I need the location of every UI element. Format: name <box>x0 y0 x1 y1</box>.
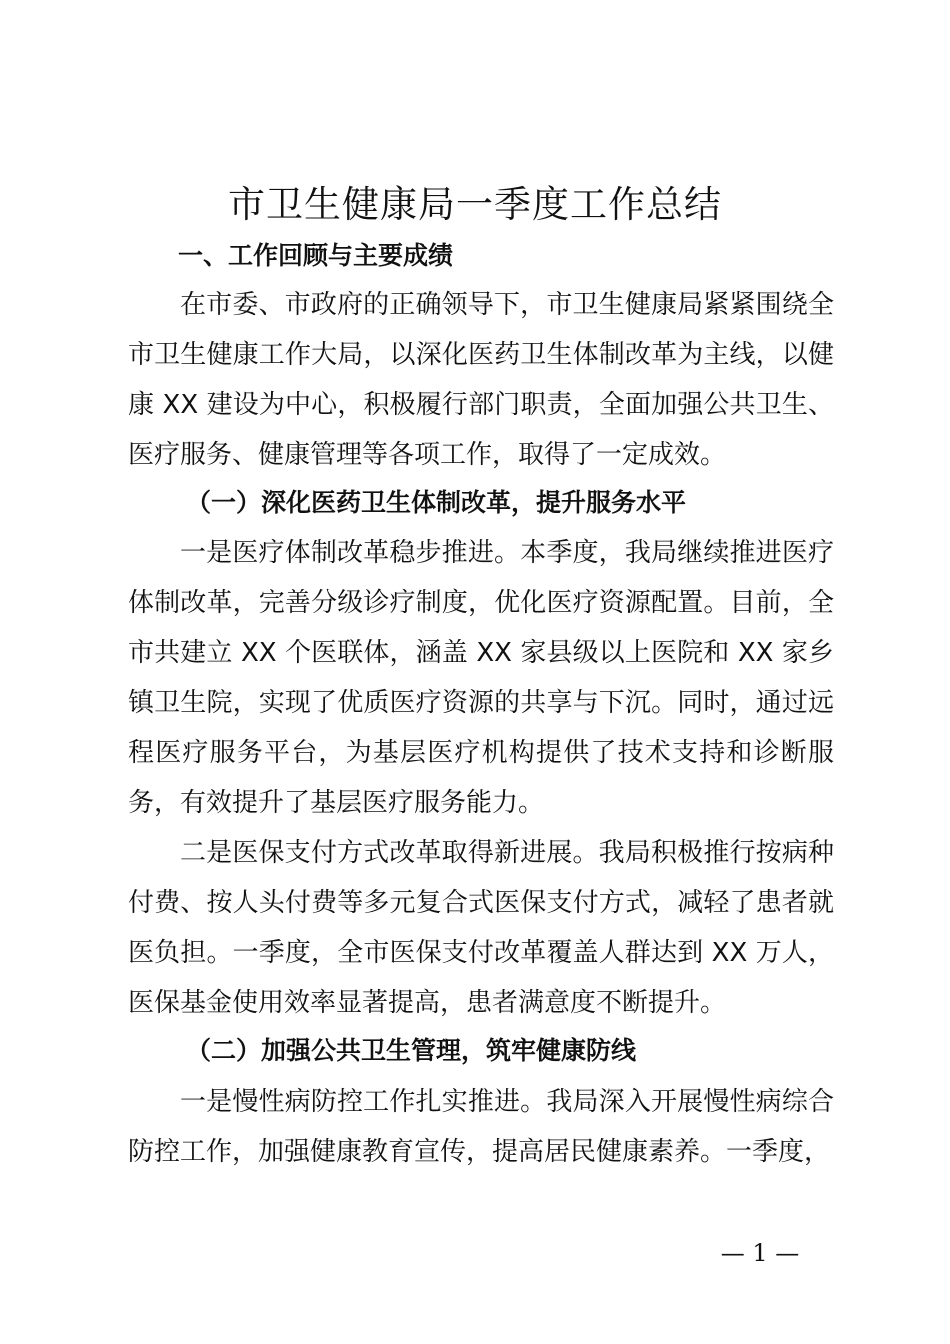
page-number: — 1 — <box>720 1239 800 1267</box>
section-heading: 一、工作回顾与主要成绩 <box>178 241 454 270</box>
subsection-heading: （二）加强公共卫生管理，筑牢健康防线 <box>186 1036 637 1065</box>
document-title: 市卫生健康局一季度工作总结 <box>228 183 722 226</box>
body-paragraph: 一是医疗体制改革稳步推进。本季度，我局继续推进医疗体制改革，完善分级诊疗制度，优化医疗资源配置。目前，全市共建立 XX 个医联体，涵盖 XX 家县级以上医院和 XX 家乡镇卫生院，实现了优质医疗资源的共享与下沉。同时，通过远程医疗服务平台，为基层医疗机构提供了技术支持和诊断服务，有效提升了基层医疗服务能力。 <box>128 538 834 818</box>
body-paragraph: 一是慢性病防控工作扎实推进。我局深入开展慢性病综合防控工作，加强健康教育宣传，提高居民健康素养。一季度， <box>128 1087 834 1167</box>
body-paragraph: 二是医保支付方式改革取得新进展。我局积极推行按病种付费、按人头付费等多元复合式医保支付方式，减轻了患者就医负担。一季度，全市医保支付改革覆盖人群达到 XX 万人，医保基金使用效率显著提高，患者满意度不断提升。 <box>128 838 834 1018</box>
subsection-heading: （一）深化医药卫生体制改革，提升服务水平 <box>186 488 687 517</box>
intro-paragraph: 在市委、市政府的正确领导下，市卫生健康局紧紧围绕全市卫生健康工作大局，以深化医药卫生体制改革为主线，以健康 XX 建设为中心，积极履行部门职责，全面加强公共卫生、医疗服务、健康管理等各项工作，取得了一定成效。 <box>128 290 834 470</box>
